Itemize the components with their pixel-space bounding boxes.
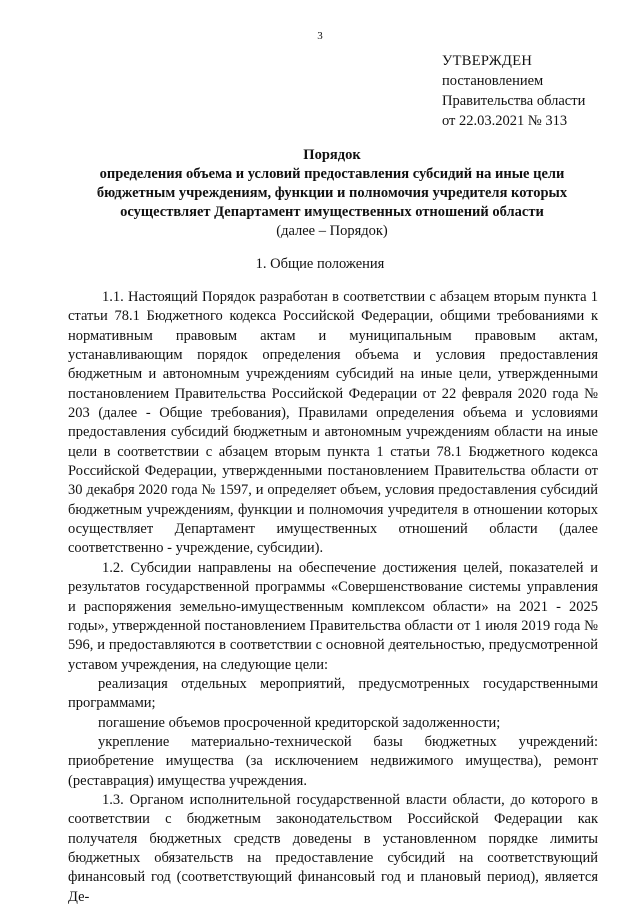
paragraph: 1.2. Субсидии направлены на обеспечение достижения целей, показателей и результатов государственной программы «Совершенствование системы управления и распоряжения земельно-имущественным комплексом области» на 2021 - 2025 годы», утвержденной постановлением Правительства области от 1 июля 2019 года № 596, и предоставляются в соответствии с основной деятельностью, предусмотренной уставом учреждения, на следующие цели: xyxy=(68,559,598,673)
approval-date-number: от 22.03.2021 № 313 xyxy=(442,113,568,129)
paragraph: 1.3. Органом исполнительной государственной власти области, до которого в соответствии с бюджетным законодательством Российской Федерации как получателя бюджетных средств доведены в установленном порядке лимиты бюджетных обязательств на предоставление субсидий на соответствующий финансовый год (соответствующий финансовый год и плановый период), является Де- xyxy=(68,791,598,905)
approval-line: постановлением xyxy=(442,73,544,89)
paragraph: погашение объемов просроченной кредиторской задолженности; xyxy=(98,714,501,731)
document-title: Порядок xyxy=(303,147,361,163)
approval-title: УТВЕРЖДЕН xyxy=(442,53,533,69)
paragraph: 1.1. Настоящий Порядок разработан в соответствии с абзацем вторым пункта 1 статьи 78.1 Бюджетного кодекса Российской Федерации, общими требованиями к нормативным правовым актам и муниципальным правовым актам, устанавливающим порядок определения объема и условия предоставления бюджетным и автономным учреждениям субсидий на иные цели, утвержденными постановлением Правительства Российской Федерации от 22 февраля 2020 года № 203 (далее - Общие требования), Правилами определения объема и условиями предоставления субсидий бюджетным и автономным учреждениям области на иные цели в соответствии с абзацем вторым пункта 1 статьи 78.1 Бюджетного кодекса Российской Федерации, утвержденными постановлением Правительства области от 30 декабря 2020 года № 1597, и определяет объем, условия предоставления субсидий бюджетным учреждениям, функции и полномочия учредителя в отношении которых осуществляет Департамент имущественных отношений области (далее соответственно - учреждение, субсидии). xyxy=(68,289,598,557)
paragraph: реализация отдельных мероприятий, предусмотренных государственными программами; xyxy=(68,675,598,712)
approval-line: Правительства области xyxy=(442,93,586,109)
paragraph: укрепление материально-технической базы бюджетных учреждений: приобретение имущества (за исключением недвижимого имущества), ремонт (реставрация) имущества учреждения. xyxy=(68,733,598,789)
page-number: 3 xyxy=(317,30,323,42)
document-title-note: (далее – Порядок) xyxy=(276,223,388,239)
document-subtitle: определения объема и условий предоставления субсидий на иные цели бюджетным учреждениям, функции и полномочия учредителя которых осуществляет Департамент имущественных отношений области xyxy=(96,166,568,220)
document-title-block xyxy=(62,146,602,241)
approval-stamp-block xyxy=(442,51,585,131)
document-body xyxy=(68,288,598,907)
section-heading: 1. Общие положения xyxy=(255,256,385,272)
